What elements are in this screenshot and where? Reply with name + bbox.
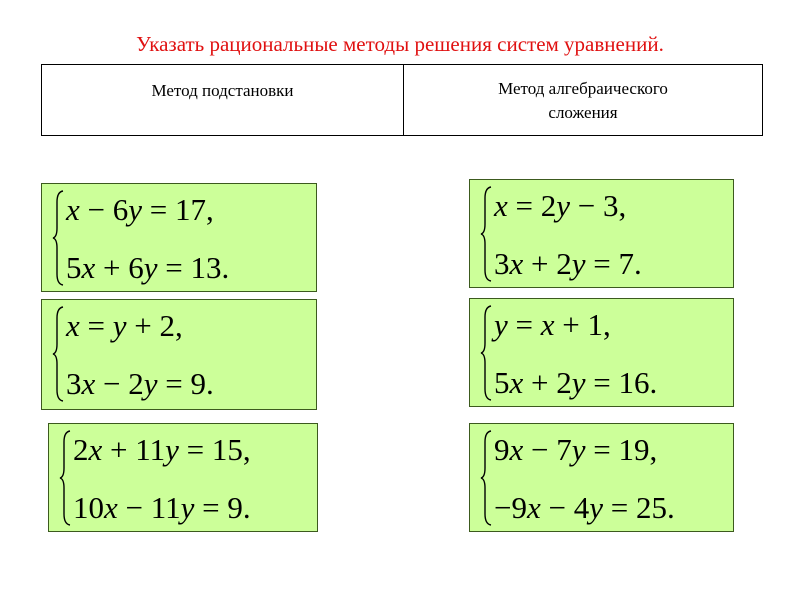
- substitution-method-cell: Метод подстановки: [42, 65, 404, 135]
- equation-system-3: [41, 299, 317, 410]
- addition-method-label-line2: сложения: [548, 103, 618, 122]
- equation-system-5: [48, 423, 318, 532]
- equation-1: x = y + 2,: [66, 308, 183, 343]
- equation-1: y = x + 1,: [494, 307, 611, 342]
- equation-2: 10x − 11y = 9.: [73, 490, 251, 525]
- equation-2: 5x + 2y = 16.: [494, 365, 658, 400]
- addition-method-cell: [404, 65, 762, 135]
- equation-system-4: [469, 298, 734, 407]
- equation-2: −9x − 4y = 25.: [494, 490, 675, 525]
- equation-2: 3x − 2y = 9.: [66, 366, 214, 401]
- brace-icon: [480, 430, 492, 526]
- equation-system-6: [469, 423, 734, 532]
- brace-icon: [52, 306, 64, 402]
- brace-icon: [480, 305, 492, 401]
- equation-2: 5x + 6y = 13.: [66, 250, 230, 285]
- equation-1: 9x − 7y = 19,: [494, 432, 658, 467]
- methods-table: [41, 64, 763, 136]
- page-title: Указать рациональные методы решения систем уравнений.: [136, 32, 664, 56]
- equation-system-2: [469, 179, 734, 288]
- equation-1: x = 2y − 3,: [494, 188, 627, 223]
- brace-icon: [59, 430, 71, 526]
- brace-icon: [52, 190, 64, 286]
- addition-method-label-line1: Метод алгебраического: [498, 79, 668, 98]
- equation-1: 2x + 11y = 15,: [73, 432, 251, 467]
- equation-1: x − 6y = 17,: [66, 192, 214, 227]
- brace-icon: [480, 186, 492, 282]
- equation-system-1: [41, 183, 317, 292]
- equation-2: 3x + 2y = 7.: [494, 246, 642, 281]
